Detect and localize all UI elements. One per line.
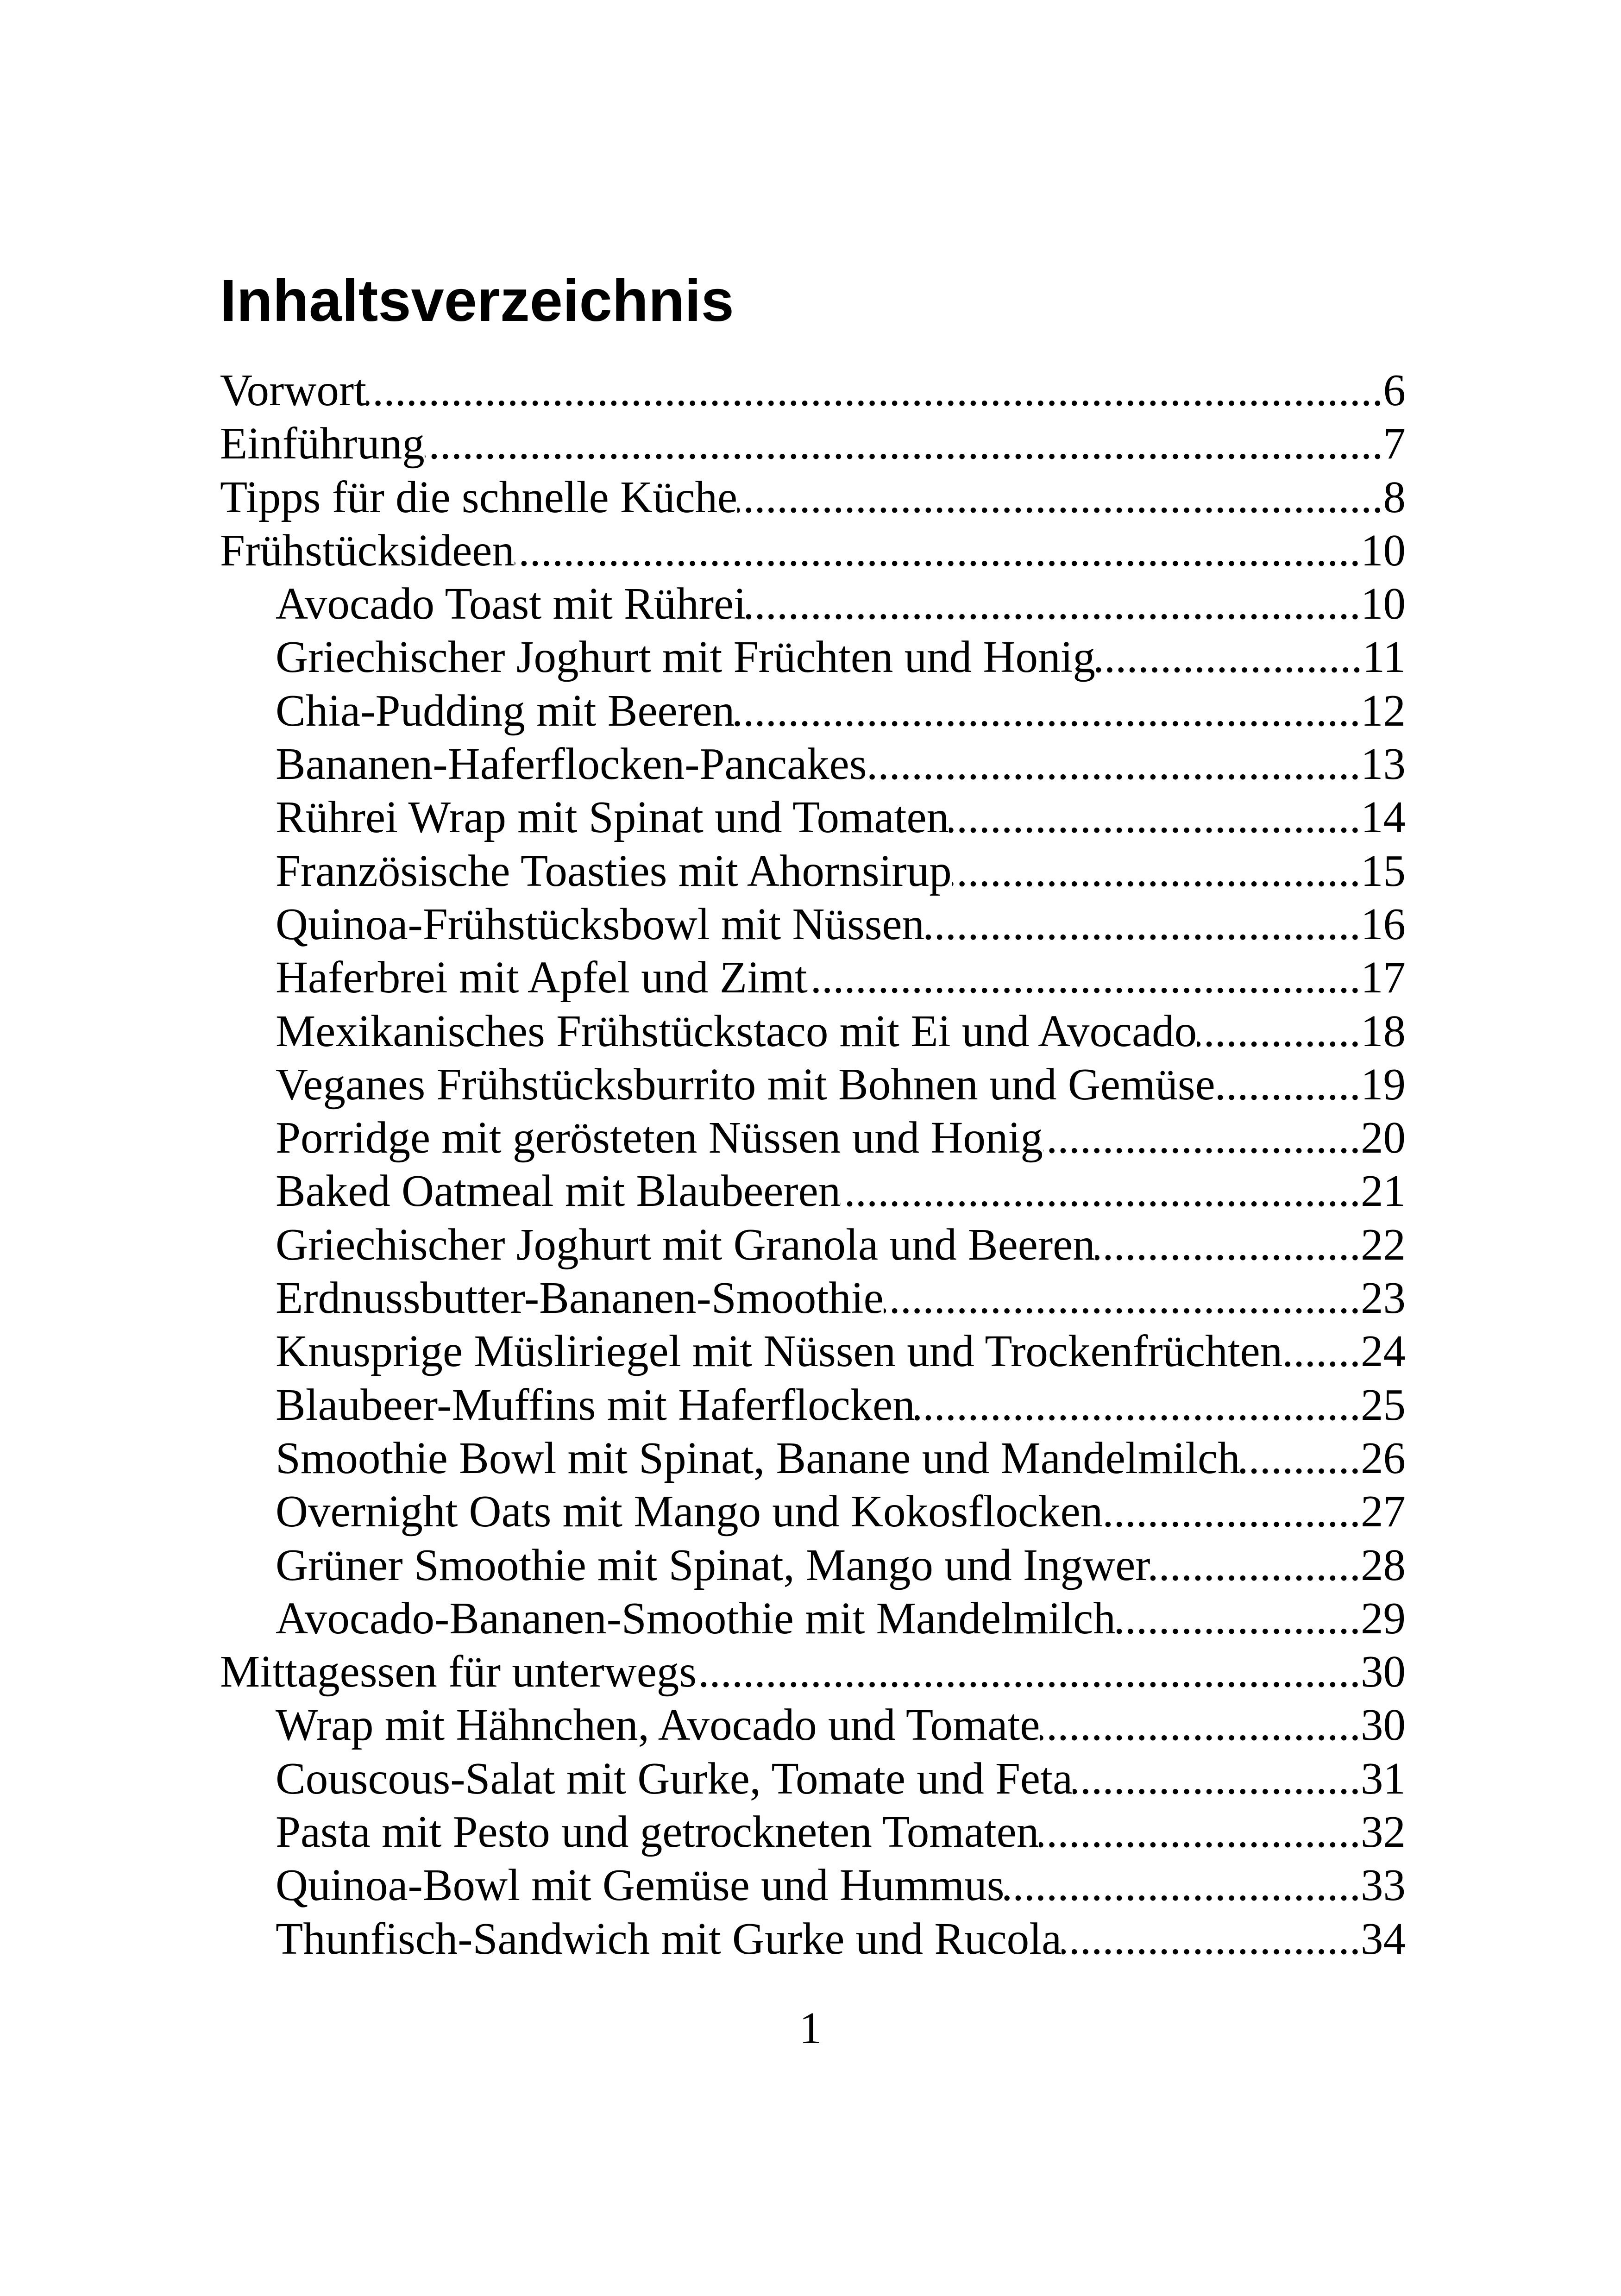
page-number: 1 [799, 2003, 822, 2053]
toc-entry-page: 10 [1361, 579, 1406, 629]
toc-recipe-entry[interactable] [220, 1271, 1406, 1324]
toc-recipe-entry[interactable] [220, 844, 1406, 897]
toc-entry-title: Avocado Toast mit Rührei [276, 579, 747, 629]
toc-recipe-entry[interactable] [220, 951, 1406, 1004]
toc-recipe-entry[interactable] [220, 577, 1406, 630]
toc-entry-title: Griechischer Joghurt mit Granola und Beeren [276, 1219, 1095, 1269]
toc-entry-title: Rührei Wrap mit Spinat und Tomaten [276, 792, 949, 842]
toc-dot-leader [1040, 1698, 1361, 1751]
toc-entry-title: Vorwort [220, 365, 367, 415]
toc-recipe-entry[interactable] [220, 1324, 1406, 1378]
toc-entry-page: 32 [1361, 1807, 1406, 1857]
toc-entry-title: Quinoa-Frühstücksbowl mit Nüssen [276, 899, 925, 949]
toc-dot-leader [1215, 1058, 1361, 1111]
toc-dot-leader [1073, 1752, 1361, 1805]
toc-entry-title: Chia-Pudding mit Beeren [276, 685, 735, 735]
toc-dot-leader [1197, 1004, 1361, 1058]
table-of-contents [220, 364, 1406, 1965]
toc-entry-title: Tipps für die schnelle Küche [220, 472, 738, 522]
toc-entry-title: Französische Toasties mit Ahornsirup [276, 846, 952, 896]
toc-entry-page: 30 [1361, 1700, 1406, 1750]
toc-entry-page: 19 [1361, 1059, 1406, 1109]
toc-entry-page: 27 [1361, 1487, 1406, 1537]
toc-chapter-entry[interactable] [220, 1645, 1406, 1698]
toc-entry-title: Baked Oatmeal mit Blaubeeren [276, 1166, 841, 1216]
toc-recipe-entry[interactable] [220, 1698, 1406, 1751]
toc-entry-title: Couscous-Salat mit Gurke, Tomate und Feta [276, 1753, 1073, 1803]
toc-recipe-entry[interactable] [220, 1004, 1406, 1058]
toc-recipe-entry[interactable] [220, 1485, 1406, 1538]
toc-entry-title: Pasta mit Pesto und getrockneten Tomaten [276, 1807, 1039, 1857]
toc-entry-page: 29 [1361, 1593, 1406, 1643]
toc-dot-leader [366, 364, 1383, 417]
toc-dot-leader [515, 524, 1361, 577]
toc-recipe-entry[interactable] [220, 790, 1406, 844]
toc-entry-page: 17 [1361, 953, 1406, 1003]
toc-entry-page: 26 [1361, 1433, 1406, 1483]
toc-recipe-entry[interactable] [220, 630, 1406, 684]
toc-chapter-entry[interactable] [220, 470, 1406, 524]
toc-entry-title: Griechischer Joghurt mit Früchten und Honig [276, 632, 1095, 682]
toc-entry-title: Knusprige Müsliriegel mit Nüssen und Trockenfrüchten [276, 1326, 1283, 1376]
toc-entry-title: Smoothie Bowl mit Spinat, Banane und Mandelmilch [276, 1433, 1240, 1483]
toc-entry-page: 24 [1361, 1326, 1406, 1376]
toc-dot-leader [807, 951, 1361, 1004]
toc-recipe-entry[interactable] [220, 1912, 1406, 1965]
toc-entry-page: 6 [1383, 365, 1406, 415]
toc-entry-page: 18 [1361, 1006, 1406, 1056]
toc-entry-page: 22 [1361, 1219, 1406, 1269]
toc-dot-leader [1240, 1431, 1361, 1485]
toc-entry-title: Erdnussbutter-Bananen-Smoothie [276, 1273, 884, 1323]
toc-dot-leader [735, 684, 1361, 737]
toc-dot-leader [1095, 630, 1363, 684]
toc-dot-leader [884, 1271, 1361, 1324]
toc-entry-title: Haferbrei mit Apfel und Zimt [276, 953, 807, 1003]
toc-entry-page: 11 [1362, 632, 1406, 682]
toc-dot-leader [1282, 1324, 1361, 1378]
toc-dot-leader [841, 1164, 1361, 1217]
toc-chapter-entry[interactable] [220, 417, 1406, 470]
toc-recipe-entry[interactable] [220, 897, 1406, 951]
toc-entry-title: Grüner Smoothie mit Spinat, Mango und Ingwer [276, 1540, 1150, 1590]
toc-entry-page: 33 [1361, 1860, 1406, 1910]
toc-recipe-entry[interactable] [220, 684, 1406, 737]
toc-recipe-entry[interactable] [220, 1111, 1406, 1164]
toc-dot-leader [949, 790, 1361, 844]
toc-entry-page: 16 [1361, 899, 1406, 949]
toc-recipe-entry[interactable] [220, 1058, 1406, 1111]
toc-entry-page: 31 [1361, 1753, 1406, 1803]
toc-entry-title: Mexikanisches Frühstückstaco mit Ei und Avocado [276, 1006, 1197, 1056]
toc-entry-title: Frühstücksideen [220, 525, 515, 575]
toc-entry-title: Blaubeer-Muffins mit Haferflocken [276, 1380, 915, 1430]
toc-recipe-entry[interactable] [220, 1752, 1406, 1805]
toc-dot-leader [1043, 1111, 1361, 1164]
toc-entry-title: Mittagessen für unterwegs [220, 1647, 697, 1697]
toc-dot-leader [1150, 1538, 1361, 1592]
toc-entry-page: 7 [1383, 419, 1406, 469]
toc-entry-title: Einführung [220, 419, 425, 469]
toc-dot-leader [867, 737, 1361, 790]
toc-dot-leader [746, 577, 1361, 630]
toc-chapter-entry[interactable] [220, 524, 1406, 577]
toc-entry-title: Overnight Oats mit Mango und Kokosflocken [276, 1487, 1103, 1537]
toc-entry-page: 15 [1361, 846, 1406, 896]
toc-dot-leader [697, 1645, 1361, 1698]
toc-entry-title: Avocado-Bananen-Smoothie mit Mandelmilch [276, 1593, 1116, 1643]
toc-recipe-entry[interactable] [220, 1164, 1406, 1217]
toc-dot-leader [1095, 1218, 1361, 1271]
toc-dot-leader [1103, 1485, 1361, 1538]
toc-entry-page: 12 [1361, 685, 1406, 735]
toc-dot-leader [1039, 1805, 1361, 1858]
toc-dot-leader [952, 844, 1361, 897]
toc-recipe-entry[interactable] [220, 1218, 1406, 1271]
toc-dot-leader [1062, 1912, 1361, 1965]
toc-dot-leader [737, 470, 1383, 524]
toc-dot-leader [1004, 1858, 1361, 1912]
toc-dot-leader [1116, 1592, 1361, 1645]
toc-dot-leader [425, 417, 1383, 470]
toc-entry-title: Porridge mit gerösteten Nüssen und Honig [276, 1113, 1043, 1163]
toc-entry-title: Veganes Frühstücksburrito mit Bohnen und Gemüse [276, 1059, 1215, 1109]
toc-entry-title: Thunfisch-Sandwich mit Gurke und Rucola [276, 1913, 1062, 1964]
toc-entry-page: 21 [1361, 1166, 1406, 1216]
toc-recipe-entry[interactable] [220, 1858, 1406, 1912]
page-title: Inhaltsverzeichnis [220, 268, 734, 334]
toc-entry-page: 25 [1361, 1380, 1406, 1430]
toc-entry-page: 8 [1383, 472, 1406, 522]
toc-dot-leader [924, 897, 1361, 951]
toc-dot-leader [915, 1378, 1361, 1431]
toc-entry-page: 10 [1361, 525, 1406, 575]
toc-entry-page: 28 [1361, 1540, 1406, 1590]
toc-chapter-entry[interactable] [220, 364, 1406, 417]
toc-entry-title: Wrap mit Hähnchen, Avocado und Tomate [276, 1700, 1040, 1750]
toc-entry-page: 30 [1361, 1647, 1406, 1697]
toc-entry-page: 13 [1361, 739, 1406, 789]
toc-recipe-entry[interactable] [220, 1431, 1406, 1485]
toc-entry-page: 23 [1361, 1273, 1406, 1323]
toc-recipe-entry[interactable] [220, 1805, 1406, 1858]
toc-entry-page: 14 [1361, 792, 1406, 842]
toc-entry-page: 20 [1361, 1113, 1406, 1163]
toc-recipe-entry[interactable] [220, 1378, 1406, 1431]
toc-recipe-entry[interactable] [220, 737, 1406, 790]
toc-entry-title: Bananen-Haferflocken-Pancakes [276, 739, 867, 789]
toc-recipe-entry[interactable] [220, 1538, 1406, 1592]
toc-entry-title: Quinoa-Bowl mit Gemüse und Hummus [276, 1860, 1005, 1910]
toc-recipe-entry[interactable] [220, 1592, 1406, 1645]
toc-entry-page: 34 [1361, 1913, 1406, 1964]
